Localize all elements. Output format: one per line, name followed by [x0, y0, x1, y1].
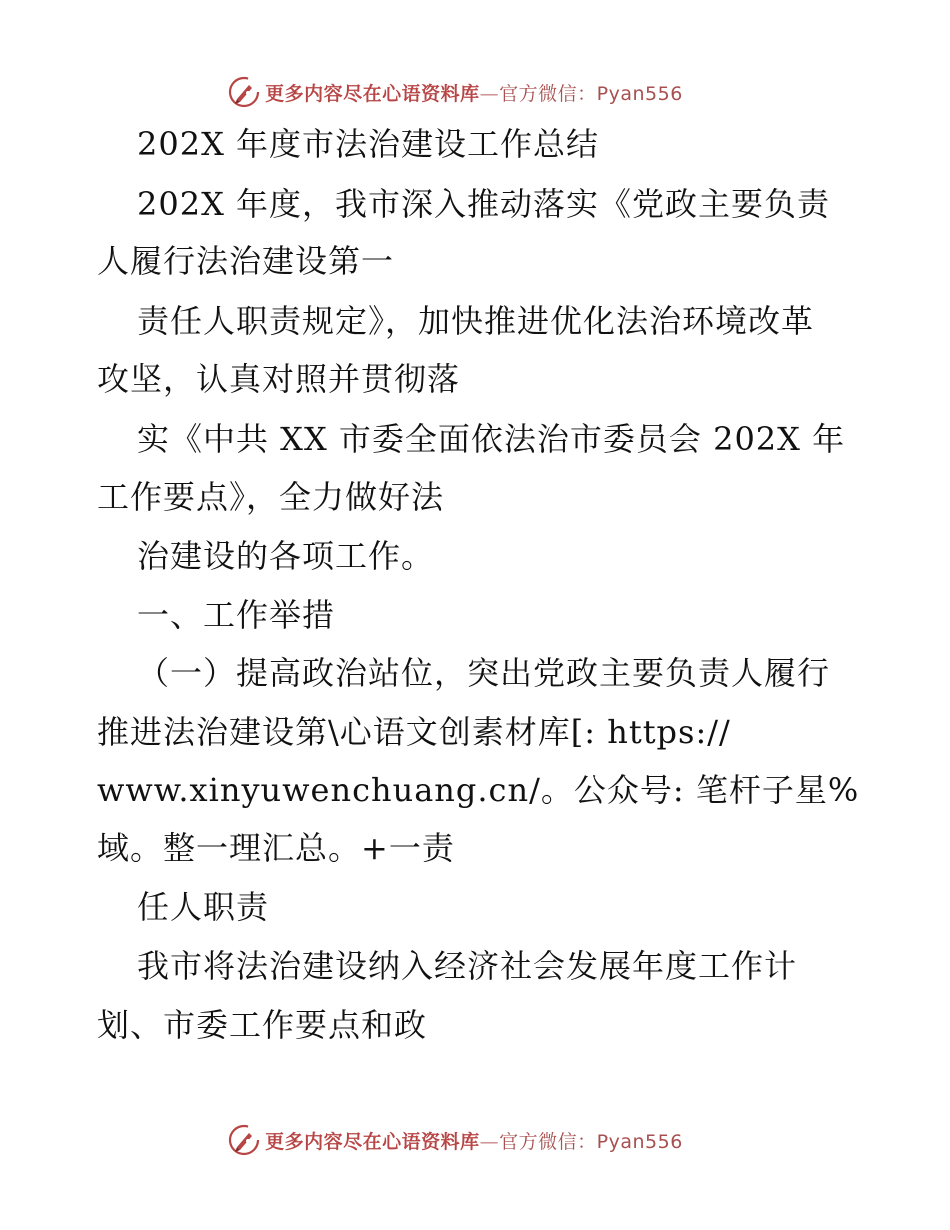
watermark-separator: —	[479, 82, 500, 105]
paragraph-line: 责任人职责规定》，加快推进优化法治环境改革	[137, 302, 815, 340]
watermark-separator: —	[479, 1130, 500, 1153]
pen-logo-icon	[227, 1123, 261, 1157]
watermark-text	[265, 1127, 683, 1154]
paragraph-line: 划、市委工作要点和政	[97, 1006, 428, 1044]
paragraph-line: 实《中共 XX 市委全面依法治市委员会 202X 年	[137, 420, 846, 458]
pen-logo-icon	[227, 75, 261, 109]
doc-title: 202X 年度市法治建设工作总结	[137, 125, 600, 163]
watermark-text-cn: 更多内容尽在心语资料库	[265, 82, 480, 105]
paragraph-line: 攻坚，认真对照并贯彻落	[97, 360, 461, 398]
paragraph-line: 人履行法治建设第一	[97, 242, 395, 280]
watermark-text-cn: 更多内容尽在心语资料库	[265, 1130, 480, 1153]
paragraph-line: 202X 年度，我市深入推动落实《党政主要负责	[137, 185, 831, 223]
watermark-wechat: 官方微信：Pyan556	[499, 82, 683, 105]
paragraph-line: 推进法治建设第\心语文创素材库[: https://	[97, 713, 731, 751]
watermark-text	[265, 79, 683, 106]
watermark-wechat: 官方微信：Pyan556	[499, 1130, 683, 1153]
footer-watermark-banner	[0, 1120, 950, 1160]
section-heading: 一、工作举措	[137, 596, 336, 634]
paragraph-line: 我市将法治建设纳入经济社会发展年度工作计	[137, 947, 798, 985]
paragraph-line: 域。整一理汇总。+一责	[97, 829, 455, 867]
subsection-heading: （一）提高政治站位，突出党政主要负责人履行	[137, 654, 831, 692]
paragraph-line: 任人职责	[137, 888, 270, 926]
paragraph-line: www.xinyuwenchuang.cn/。公众号: 笔杆子星%	[97, 771, 860, 809]
paragraph-line: 治建设的各项工作。	[137, 537, 435, 575]
paragraph-line: 工作要点》，全力做好法	[97, 478, 445, 516]
header-watermark-banner	[0, 72, 950, 112]
